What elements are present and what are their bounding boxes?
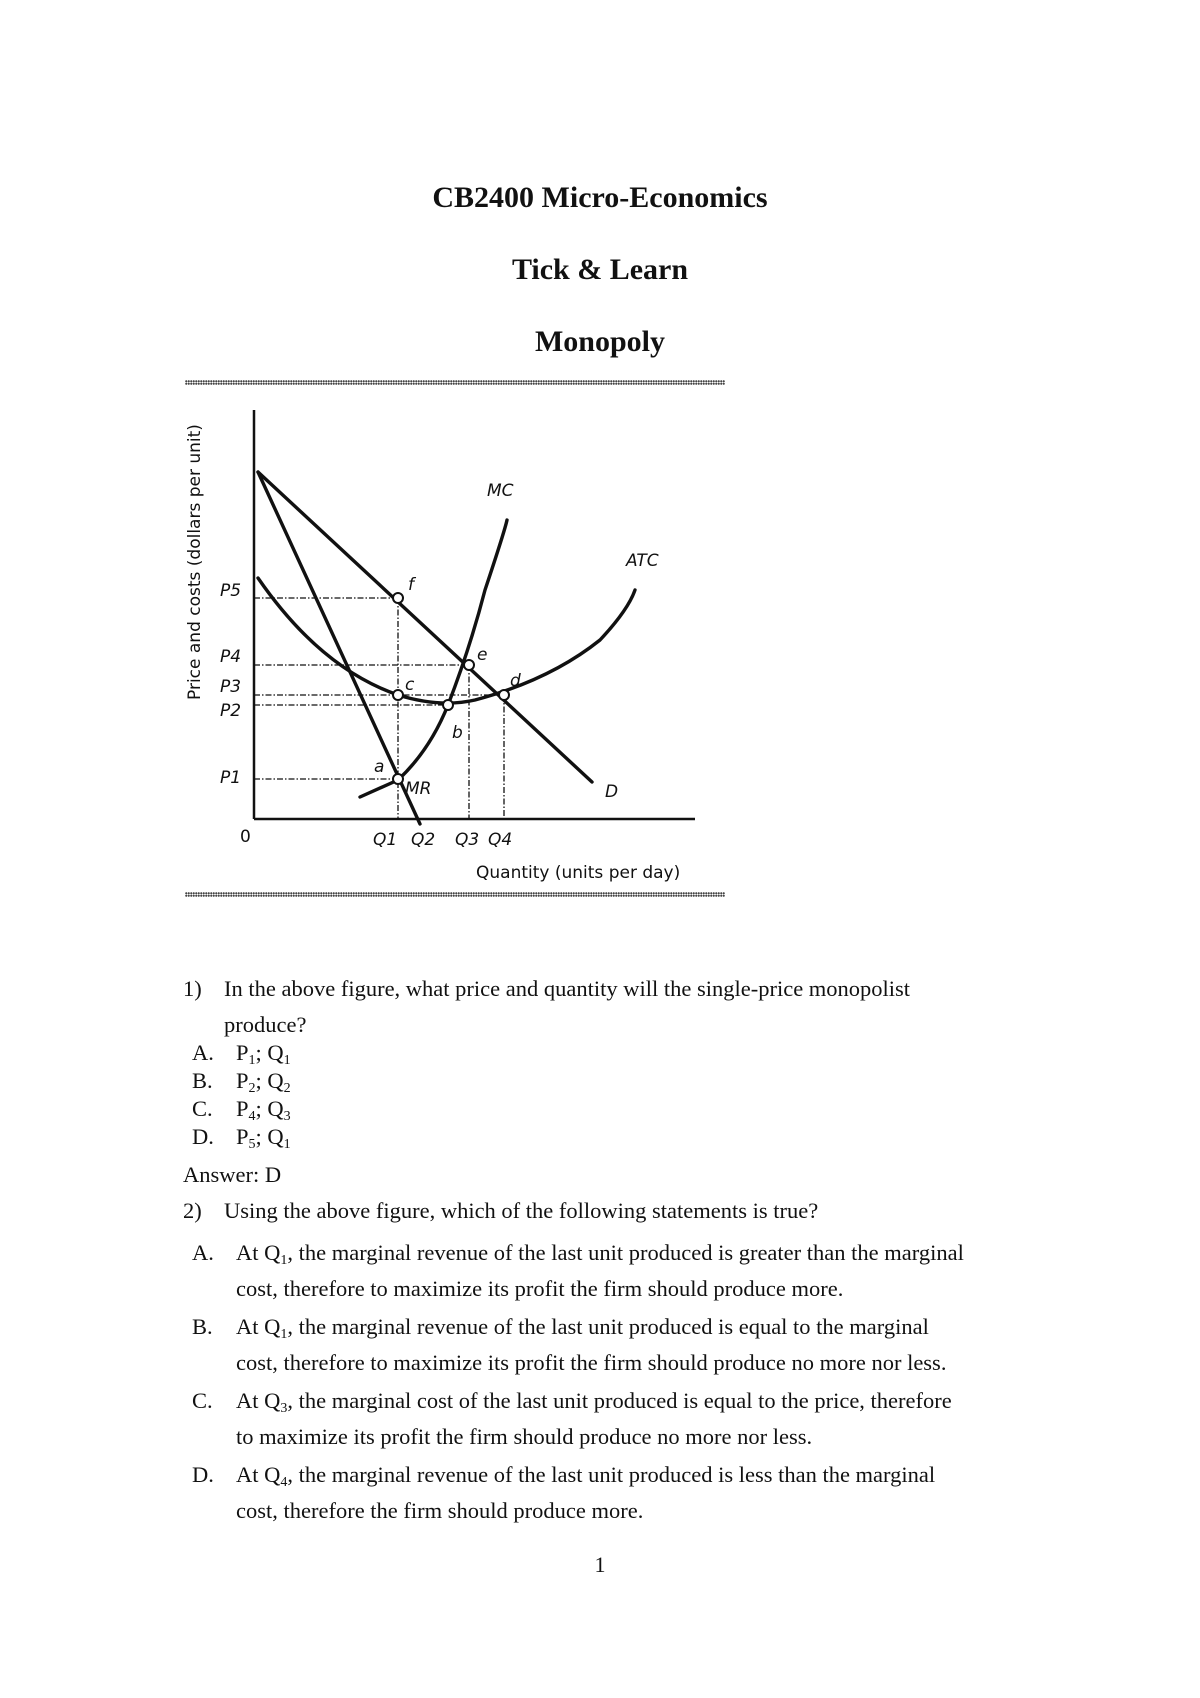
- point-e: [464, 660, 474, 670]
- monopoly-figure: [170, 400, 730, 900]
- curve-label-atc: ATC: [626, 551, 659, 571]
- point-label-c: c: [405, 675, 415, 695]
- top-dotted-rule: [185, 380, 725, 385]
- topic-title: Monopoly: [534, 325, 666, 358]
- point-b: [443, 700, 453, 710]
- curve-label-mc: MC: [487, 481, 514, 501]
- q1-option-c-letter: C.: [192, 1096, 213, 1121]
- curve-label-d: D: [605, 782, 619, 802]
- question-1-line-1: In the above figure, what price and quantity will the single-price monopolist: [224, 976, 911, 1001]
- q2-option-b-line-2: cost, therefore to maximize its profit the firm should produce no more nor less.: [236, 1350, 947, 1375]
- q2-option-d-line-2: cost, therefore the firm should produce more.: [236, 1498, 644, 1523]
- question-1-number: 1): [183, 976, 202, 1001]
- point-a: [393, 774, 403, 784]
- marginal-revenue-curve: [258, 472, 420, 824]
- point-d: [499, 690, 509, 700]
- q2-option-c-line-2: to maximize its profit the firm should produce no more nor less.: [236, 1424, 813, 1449]
- bottom-dotted-rule: [185, 892, 725, 897]
- series-title: Tick & Learn: [511, 253, 689, 286]
- question-2-number: 2): [183, 1198, 202, 1223]
- quantity-label-q4: Q4: [488, 830, 513, 850]
- curve-label-mr: MR: [405, 779, 432, 799]
- q2-option-c-line-1: At $Q_3$, the marginal cost of the last unit produced is equal to the price, therefore: [236, 1388, 952, 1416]
- question-1-line-2: produce?: [224, 1012, 307, 1037]
- price-label-p2: P2: [220, 701, 242, 721]
- q1-option-b-text: $P_2$; $Q_2$: [236, 1068, 291, 1096]
- point-label-a: a: [374, 757, 385, 777]
- point-label-b: b: [452, 723, 463, 743]
- point-label-e: e: [477, 645, 488, 665]
- course-title: CB2400 Micro-Economics: [432, 181, 768, 214]
- price-label-p1: P1: [220, 768, 242, 788]
- price-label-p3: P3: [220, 677, 242, 697]
- point-f: [393, 593, 403, 603]
- page-number: 1: [594, 1552, 606, 1577]
- q2-option-a-letter: A.: [192, 1240, 214, 1265]
- q2-option-b-line-1: At $Q_1$, the marginal revenue of the last unit produced is equal to the marginal: [236, 1314, 929, 1342]
- q2-option-c-letter: C.: [192, 1388, 213, 1413]
- q2-option-b-letter: B.: [192, 1314, 213, 1339]
- question-2-line-1: Using the above figure, which of the following statements is true?: [224, 1198, 819, 1223]
- q2-option-d-letter: D.: [192, 1462, 214, 1487]
- q1-option-a-letter: A.: [192, 1040, 214, 1065]
- quantity-label-q2: Q2: [411, 830, 436, 850]
- q1-option-d-letter: D.: [192, 1124, 214, 1149]
- q2-option-a-line-1: At $Q_1$, the marginal revenue of the last unit produced is greater than the marginal: [236, 1240, 964, 1268]
- q1-option-c-text: $P_4$; $Q_3$: [236, 1096, 291, 1124]
- price-label-p5: P5: [220, 581, 242, 601]
- demand-curve: [258, 472, 592, 782]
- y-axis-title: Price and costs (dollars per unit): [185, 424, 205, 700]
- x-axis-title: Quantity (units per day): [476, 863, 681, 883]
- q1-option-d-text: $P_5$; $Q_1$: [236, 1124, 291, 1152]
- point-label-f: f: [408, 575, 414, 595]
- guide-lines: [254, 598, 504, 819]
- quantity-label-q3: Q3: [455, 830, 480, 850]
- question-1-answer: Answer: D: [183, 1162, 282, 1187]
- q1-option-b-letter: B.: [192, 1068, 213, 1093]
- point-label-d: d: [510, 671, 521, 691]
- q2-option-a-line-2: cost, therefore to maximize its profit the firm should produce more.: [236, 1276, 844, 1301]
- point-c: [393, 690, 403, 700]
- origin-label: 0: [240, 827, 251, 847]
- q1-option-a-text: $P_1$; $Q_1$: [236, 1040, 291, 1068]
- quantity-label-q1: Q1: [373, 830, 398, 850]
- q2-option-d-line-1: At $Q_4$, the marginal revenue of the last unit produced is less than the marginal: [236, 1462, 936, 1490]
- price-label-p4: P4: [220, 647, 242, 667]
